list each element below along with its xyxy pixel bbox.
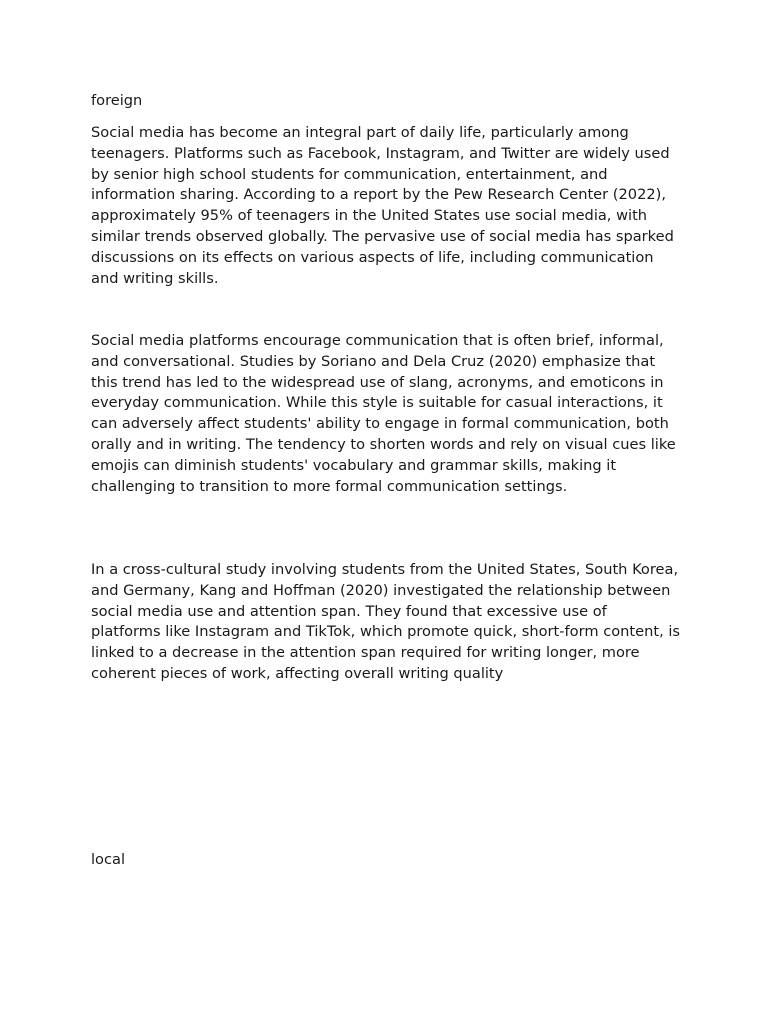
section-heading-foreign: foreign bbox=[91, 92, 143, 109]
section-heading-local: local bbox=[91, 851, 126, 868]
paragraph: Social media has become an integral part of daily life, particularly among teenagers. Platforms such as Facebook, Instagram, and Twitter are widely used by senior high school students for communication, entertainment, and information sharing. According to a report by the Pew Research Center (2022), approximately 95% of teenagers in the United States use social media, with similar trends observed globally. The pervasive use of social media has sparked discussions on its effects on various aspects of life, including communication and writing skills. bbox=[91, 124, 674, 287]
paragraph: In a cross-cultural study involving students from the United States, South Korea, and Germany, Kang and Hoffman (2020) investigated the relationship between social media use and attention span. They found that excessive use of platforms like Instagram and TikTok, which promote quick, short-form content, is linked to a decrease in the attention span required for writing longer, more coherent pieces of work, affecting overall writing quality bbox=[91, 561, 681, 682]
paragraph: Social media platforms encourage communication that is often brief, informal, and conversational. Studies by Soriano and Dela Cruz (2020) emphasize that this trend has led to the widespread use of slang, acronyms, and emoticons in everyday communication. While this style is suitable for casual interactions, it can adversely affect students' ability to engage in formal communication, both orally and in writing. The tendency to shorten words and rely on visual cues like emojis can diminish students' vocabulary and grammar skills, making it challenging to transition to more formal communication settings. bbox=[91, 332, 676, 495]
